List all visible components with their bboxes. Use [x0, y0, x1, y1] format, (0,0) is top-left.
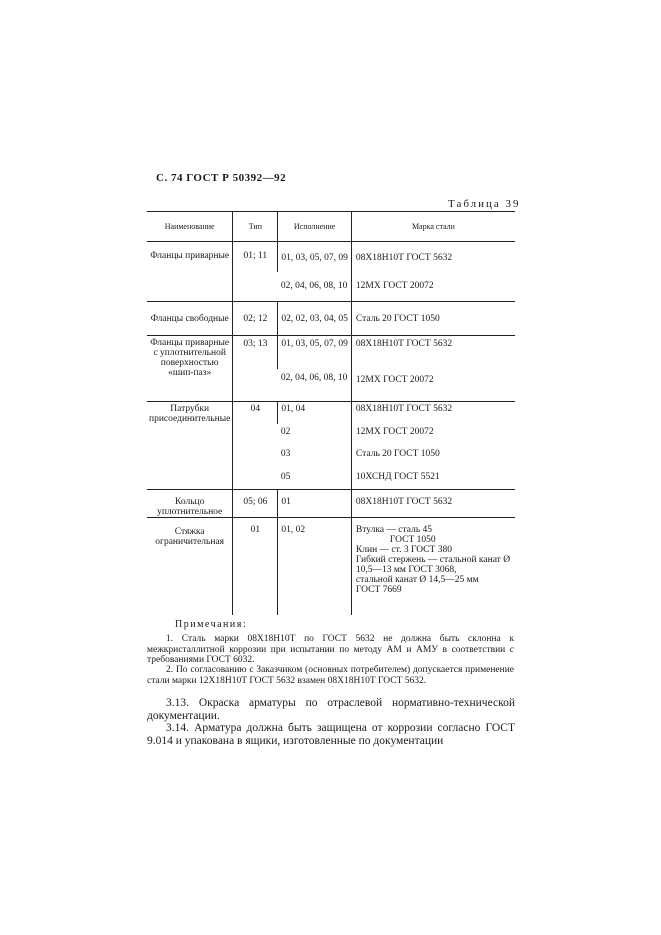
col-header-name: Наименование — [147, 212, 233, 242]
paragraph-3-13: 3.13. Окраска арматуры по отраслевой нормативно-технической документации. — [147, 697, 515, 722]
item-type: 03; 13 — [233, 336, 278, 402]
table-row — [147, 518, 515, 616]
item-name: Стяжка ограничительная — [147, 518, 233, 616]
item-steel — [351, 518, 515, 616]
steel-line: Клин — ст. 3 ГОСТ 380 — [355, 545, 452, 555]
item-steel: 08Х18Н10Т ГОСТ 5632 — [351, 336, 515, 369]
item-name: Патрубки присоединительные — [147, 402, 233, 490]
table-row — [147, 402, 515, 424]
item-steel: 12МХ ГОСТ 20072 — [351, 424, 515, 446]
col-header-type: Тип — [233, 212, 278, 242]
item-version: 02 — [280, 426, 291, 437]
col-header-steel: Марка стали — [351, 212, 515, 242]
table-row — [147, 302, 515, 336]
item-name: Кольцо уплотнительное — [147, 490, 233, 518]
item-steel: 08Х18Н10Т ГОСТ 5632 — [351, 490, 515, 518]
steel-grade-table — [147, 211, 515, 615]
item-type: 01; 11 — [233, 242, 278, 302]
item-name: Фланцы приварные — [150, 251, 230, 261]
item-name: Фланцы свободные — [147, 302, 233, 336]
steel-line: ГОСТ 1050 — [389, 535, 436, 545]
item-steel: Сталь 20 ГОСТ 1050 — [351, 302, 515, 336]
item-version: 01, 03, 05, 07, 09 — [278, 336, 352, 369]
steel-line: ГОСТ 7669 — [355, 585, 402, 595]
item-type: 01 — [233, 518, 278, 616]
item-type: 05; 06 — [233, 490, 278, 518]
item-type: 02; 12 — [233, 302, 278, 336]
paragraph-3-14: 3.14. Арматура должна быть защищена от коррозии согласно ГОСТ 9.014 и упакована в ящики, изготовленные по документации — [147, 722, 515, 747]
table-header-row — [147, 212, 515, 242]
item-version: 01, 02 — [278, 518, 352, 616]
note-1: 1. Сталь марки 08Х18Н10Т по ГОСТ 5632 не должна быть склонна к межкристаллитной коррозии при испытании по методу АМ и АМУ в соответствии с требованиями ГОСТ 6032. — [147, 634, 514, 665]
steel-line: Втулка — сталь 45 — [355, 525, 433, 535]
item-steel: 12МХ ГОСТ 20072 — [351, 369, 515, 402]
running-title: С. 74 ГОСТ Р 50392—92 — [156, 172, 287, 184]
item-steel: 12МХ ГОСТ 20072 — [351, 272, 515, 302]
item-version: 02, 04, 06, 08, 10 — [280, 372, 348, 383]
item-name: Фланцы приварные с уплотнительной поверхностью «шип-паз» — [147, 336, 233, 402]
steel-line: Гибкий стержень — стальной канат Ø 10,5—13 мм ГОСТ 3068, — [355, 555, 511, 575]
table-row — [147, 336, 515, 369]
item-steel: 08Х18Н10Т ГОСТ 5632 — [351, 242, 515, 272]
item-version: 03 — [280, 448, 291, 459]
item-steel: 10ХСНД ГОСТ 5521 — [351, 468, 515, 490]
item-version: 01, 04 — [278, 402, 352, 424]
table-row — [147, 242, 515, 272]
item-type: 04 — [233, 402, 278, 490]
item-steel: Сталь 20 ГОСТ 1050 — [351, 446, 515, 468]
item-version: 01, 03, 05, 07, 09 — [278, 242, 352, 272]
table-caption: Таблица 39 — [448, 198, 521, 210]
steel-line: стальной канат Ø 14,5—25 мм — [355, 575, 479, 585]
item-steel: 08Х18Н10Т ГОСТ 5632 — [351, 402, 515, 424]
table-row — [147, 490, 515, 518]
item-version: 02, 02, 03, 04, 05 — [278, 302, 352, 336]
item-version: 02, 04, 06, 08, 10 — [280, 280, 348, 291]
col-header-version: Исполнение — [278, 212, 352, 242]
notes-title: Примечания: — [175, 619, 248, 630]
note-2: 2. По согласованию с Заказчиком (основных потребителем) допускается применение стали марки 12Х18Н10Т ГОСТ 5632 взамен 08Х18Н10Т ГОСТ 5632. — [147, 665, 514, 686]
item-version: 01 — [278, 490, 352, 518]
item-version: 05 — [280, 471, 291, 482]
